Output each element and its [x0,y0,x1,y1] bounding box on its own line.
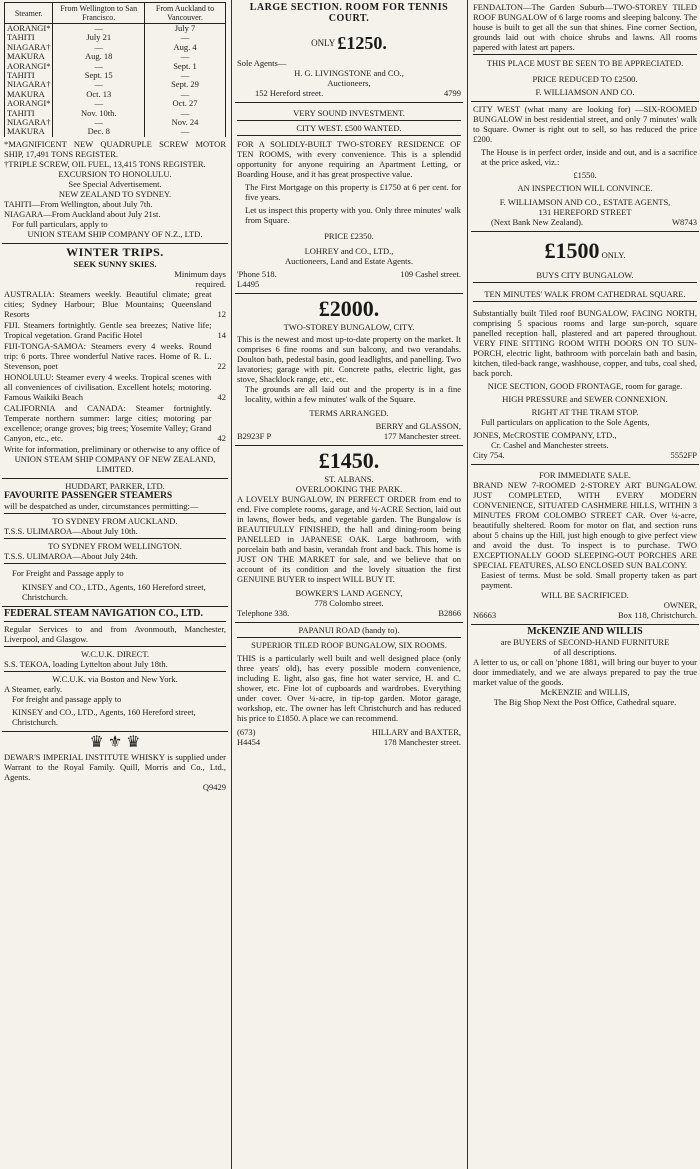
tekoa-text: S.S. TEKOA, loading Lyttelton about July 18th. [4,658,168,669]
tram-text: RIGHT AT THE TRAM STOP. [531,407,639,417]
auctioneers: Auctioneers, [327,78,371,88]
list-item-text: AUSTRALIA: Steamers weekly. Beautiful climate; great cities; Sydney Harbour; Blue Mountains; Queensland Resorts [4,288,212,319]
sole-agents: Sole Agents— [237,58,287,68]
table-cell: Sept. 15 [53,71,145,80]
boston-heading: W.C.U.K. via Boston and New York. [52,673,178,684]
winter-title: WINTER TRIPS. [66,244,164,259]
divider [4,671,226,672]
list-item [4,372,226,402]
table-cell: NIAGARA† [5,43,53,52]
list-item-text: HONOLULU: Steamer every 4 weeks. Tropical scenes with all conveniences of civilisation. Excellent hotels; motoring. Famous Waikiki Beach [4,371,212,402]
only-label: ONLY. [601,250,626,260]
address: The Big Shop Next the Post Office, Cathedral square. [493,697,677,707]
table-cell: — [145,71,226,80]
agent-name: F. WILLIAMSON AND CO. [535,87,635,97]
agent-text: KINSEY and CO., LTD., Agents, 160 Hereford street, Christchurch. [22,581,206,602]
excursion-heading: EXCURSION TO HONOLULU. [58,168,172,179]
sacrifice-text: WILL BE SACRIFICED. [541,590,629,600]
ad-subheading: TEN MINUTES' WALK FROM CATHEDRAL SQUARE. [484,289,686,299]
ad-body: A LOVELY BUNGALOW, IN PERFECT ORDER from end to end. Five complete rooms, garage, and ¼-ACRE Section, laid out in lawns, flower beds, and vegetable garden. The Bungalow is BEAUTIFULLY FINISHED, the hall and dining-room being PANELLED in JAPANESE OAK. Large bathroom, with porcelain bath and basin, verandah front and back. This home is JUST ON THE MARKET for sale, and we believe that on account of its condition and the lovely situation the first GENUINE BUYER to inspect WILL BUY IT. [237,494,461,584]
table-cell: Oct. 27 [145,99,226,108]
price: PRICE £2350. [324,231,374,241]
federal-ad [2,607,228,732]
table-header-row [5,3,226,24]
list-item-text: CALIFORNIA and CANADA: Steamer fortnightly. Temperate northern summer: large cities; motoring par excellence; orange groves; big trees; Yosemite Valley; Grand Canyon, etc., etc. [4,402,212,443]
column-2 [235,0,463,1169]
list-item [4,289,226,319]
niagara-text: NIAGARA—From Auckland about July 21st. [4,208,161,219]
huddart-ad [2,479,228,607]
price: £1450. [318,448,380,473]
divider [237,135,461,136]
wcuk-heading: W.C.U.K. DIRECT. [81,648,149,659]
table-cell: — [53,43,145,52]
federal-title: FEDERAL STEAM NAVIGATION CO., LTD. [4,607,204,619]
ad-code: N6663 [473,610,497,620]
particulars-text: Full particulars on application to the Sole Agents, [481,417,650,427]
table-header: From Auckland to Vancouver. [145,3,226,24]
list-item-text: FIJI-TONGA-SAMOA: Steamers every 4 weeks. Round trip: 6 ports. Three wonderful Native races. Home of R. L. Stevenson, poet [4,340,212,371]
huddart-body: will be despatched as under, circumstances permitting:— [4,500,199,511]
address: Box 118, Christchurch. [617,610,697,620]
address: 177 Manchester street. [383,431,461,441]
ad-subheading: of all descriptions. [553,647,617,657]
ad-body: FENDALTON—The Garden Suburb—TWO-STOREY TILED ROOF BUNGALOW of 6 large rooms and sleeping balcony. The house is built to get all the sun that shines. Fine corner Section, grounds laid out with choice shrubs and lawns. All rooms papered with latest art papers. [473,2,697,52]
sailing-schedule-table [4,2,226,137]
table-cell: Sept. 29 [145,80,226,89]
bungalow-2000-ad [235,294,463,446]
list-item-days: 12 [217,308,226,319]
table-cell: MAKURA [5,52,53,61]
large-section-ad [235,0,463,103]
grounds-text: The grounds are all laid out and the property is in a fine locality, within a few minutes' walk of the Square. [245,384,461,404]
mortgage-text: The First Mortgage on this property is £1750 at 6 per cent. for five years. [245,182,461,202]
column-1 [2,0,228,1169]
divider [237,637,461,638]
table-row [5,127,226,136]
price: £1550. [573,170,597,180]
table-row [5,62,226,71]
ad-heading: FOR IMMEDIATE SALE. [539,470,631,480]
table-header: From Wellington to San Francisco. [53,3,145,24]
bungalow-1500-ad [471,232,699,465]
ad-subheading: SUPERIOR TILED ROOF BUNGALOW, SIX ROOMS. [251,640,447,650]
table-cell: Nov. 10th. [53,109,145,118]
divider [4,563,226,564]
papanui-ad [235,623,463,751]
agent-name: McKENZIE and WILLIS, [540,687,630,697]
list-item-text: FIJI. Steamers fortnightly. Gentle sea breezes; Native life; Tropical vegetation. Grand Pacific Hotel [4,319,212,340]
price: £2000. [318,296,380,321]
ad-subheading: are BUYERS of SECOND-HAND FURNITURE [500,637,670,647]
table-cell: TAHITI [5,71,53,80]
table-cell: MAKURA [5,90,53,99]
ad-body: BRAND NEW 7-ROOMED 2-STOREY ART BUNGALOW. JUST COMPLETED, WITH EVERY MODERN CONVENIENCE, SITUATED CASHMERE HILLS, WITHIN 3 MINUTES FROM COLOMBO STREET CAR. Over ¼-acre, beautifully sheltered. Room for motor on flat, and section runs about 5 chains up the Hill, just high enough to give perfect view and avoid the dust. To inspect is to purchase. TWO EXCEPTIONALLY GOOD SLEEPING-OUT PORCHES ARE SPECIAL FEATURES, ALSO ENCLOSED SUN BALCONY. [473,480,697,570]
list-item [4,320,226,340]
ad-heading: PAPANUI ROAD (handy to). [298,625,400,635]
phone: 'Phone 518. [237,269,277,279]
ad-heading: THIS PLACE MUST BE SEEN TO BE APPRECIATED. [486,58,684,68]
table-cell: July 21 [53,33,145,42]
divider [4,646,226,647]
fendalton-ad [471,0,699,102]
ad-heading: LARGE SECTION. ROOM FOR TENNIS COURT. [249,2,449,24]
table-cell: July 7 [145,24,226,34]
ad-heading: BUYS CITY BUNGALOW. [536,270,634,280]
winter-subtitle: SEEK SUNNY SKIES. [73,258,157,269]
nz-sydney-heading: NEW ZEALAND TO SYDNEY. [58,188,172,199]
route-heading: TO SYDNEY FROM WELLINGTON. [48,540,182,551]
table-header: Steamer. [5,3,53,24]
schedule-note: †TRIPLE SCREW, OIL FUEL, 13,415 TONS REGISTER. [4,158,206,169]
winter-list [4,289,226,443]
write-text: Write for information, preliminary or otherwise to any office of [4,443,220,454]
price: £1500 [544,238,600,263]
table-row [5,24,226,34]
tahiti-text: TAHITI—From Wellington, about July 7th. [4,198,153,209]
table-cell: AORANGI* [5,99,53,108]
address-note: (Next Bank New Zealand). [491,217,584,227]
ad-code: H4454 [237,737,261,747]
dewar-ad [2,732,228,796]
table-cell: Oct. 13 [53,90,145,99]
divider [4,621,226,622]
table-cell: Aug. 18 [53,52,145,61]
table-cell: — [145,127,226,136]
section-text: NICE SECTION, GOOD FRONTAGE, room for garage. [487,381,683,391]
divider [473,54,697,55]
ad-heading: VERY SOUND INVESTMENT. [293,108,405,118]
pressure-text: HIGH PRESSURE and SEWER CONNEXION. [502,394,668,404]
sound-investment-ad [235,103,463,294]
ad-code: W8743 [671,217,697,227]
list-item [4,403,226,443]
ad-code: B2866 [438,608,461,618]
agent-text: KINSEY and CO., LTD., Agents, 160 Hereford street, Christchurch. [12,706,196,727]
table-cell: — [53,99,145,108]
ad-code: (673) [237,727,256,737]
city-west-ad [471,102,699,232]
table-cell: Aug. 4 [145,43,226,52]
table-cell: Nov. 24 [145,118,226,127]
immediate-sale-ad [471,465,699,625]
ad-code: 4799 [444,88,461,98]
address: 131 HEREFORD STREET [538,207,632,217]
particulars-text: For full particulars, apply to [12,218,108,229]
house-text: The House is in perfect order, inside and out, and is a sacrifice at the price asked, viz.: [481,147,697,167]
see-text: See Special Advertisement. [68,178,162,189]
divider [237,120,461,121]
ad-heading: TWO-STOREY BUNGALOW, CITY. [283,322,415,332]
mckenzie-ad [471,625,699,711]
divider [4,538,226,539]
winter-trips-ad [2,244,228,479]
agent-name: HILLARY and BAXTER, [371,727,461,737]
steamer-text: A Steamer, early. [4,683,63,694]
table-cell: NIAGARA† [5,118,53,127]
ad-heading: OVERLOOKING THE PARK. [295,484,403,494]
ad-body: A letter to us, or call on 'phone 1881, will bring our buyer to your door immediately, and we are always prepared to pay the true market value of the goods. [473,657,697,687]
divider [473,301,697,302]
list-item-days: 42 [217,391,226,402]
list-item-days: 42 [217,432,226,443]
table-cell: TAHITI [5,33,53,42]
minimum-days-label: Minimum days required. [174,268,226,289]
ad-heading: McKENZIE AND WILLIS [527,626,643,637]
agent-name: H. G. LIVINGSTONE and CO., [294,68,404,78]
table-cell: AORANGI* [5,24,53,34]
terms-text: TERMS ARRANGED. [309,408,389,418]
schedule-note: *MAGNIFICENT NEW QUADRUPLE SCREW MOTOR SHIP, 17,491 TONS REGISTER. [4,138,226,159]
freight-text: For freight and passage apply to [12,693,122,704]
table-cell: — [53,118,145,127]
table-cell: — [53,80,145,89]
huddart-lead: FAVOURITE PASSENGER STEAMERS [4,490,173,501]
ad-body: THIS is a particularly well built and well designed place (only three years' old), has every possible modern convenience, including E. light, also gas, fine hot water service, H. and C. shower, etc. Fine lot of cupboards and wardrobes. Everything under cover. Over ¼-acre, in tip-top garden. Motor garage, workshop, etc. The owner has left Christchurch and has reduced his price to £1850. A place we can recommend. [237,653,461,723]
table-cell: MAKURA [5,127,53,136]
federal-body: Regular Services to and from Avonmouth, Manchester, Liverpool, and Glasgow. [4,623,226,644]
schedule-body [5,24,226,137]
ad-code: L4495 [237,279,260,289]
ad-body: CITY WEST (what many are looking for) —SIX-ROOMED BUNGALOW in best residential street, and only 7 minutes' walk to Square. Owner is right out to sell, so has reduced the price £200. [473,104,697,144]
table-cell: Dec. 8 [53,127,145,136]
dewar-text: DEWAR'S IMPERIAL INSTITUTE WHISKY is supplied under Warrant to the Royal Family. Quill, Morris and Co., Ltd., Agents. [4,751,226,782]
bungalow-1450-ad [235,446,463,623]
column-3 [471,0,699,1169]
address: 109 Cashel street. [400,269,461,279]
table-cell: Sept. 1 [145,62,226,71]
divider [4,513,226,514]
ad-body: This is the newest and most up-to-date property on the market. It comprises 6 fine rooms and sun balcony, and two verandahs. Doulton bath, pedestal basin, good leadlights, and panelling. Two lavatories; garage with pit. Concrete paths, electric light, gas stove, Shacklock range, etc., etc. [237,334,461,384]
ad-subheading: CITY WEST. £500 WANTED. [296,123,402,133]
table-cell: AORANGI* [5,62,53,71]
divider [473,282,697,283]
crest-icon: ♛ ⚜ ♛ [89,733,141,751]
ad-code: Q9429 [202,781,226,792]
inspect-text: Let us inspect this property with you. Only three minutes' walk from Square. [245,205,461,225]
table-cell: — [145,52,226,61]
table-cell: — [145,90,226,99]
terms-text: Easiest of terms. Must be sold. Small property taken as part payment. [481,570,697,590]
agent-name: JONES, McCROSTIE COMPANY, LTD., [473,430,617,440]
agent-name: BOWKER'S LAND AGENCY, [295,588,403,598]
union-schedule-ad [2,0,228,244]
price: PRICE REDUCED TO £2500. [532,74,638,84]
phone: City 754. [473,450,505,460]
column-rule [467,0,468,1169]
table-cell: — [145,33,226,42]
ad-body: Substantially built Tiled roof BUNGALOW, FACING NORTH, comprising 5 spacious rooms and large sun-porch, square panelled reception hall, plastered and art papered throughout. VERY FINE SITTING ROOM WITH DOORS ON TO SUN-PORCH, electric light, bathroom with porcelain bath and basin, kitchen, tiled-back range, washhouse, copper, and tubs, coal shed, back porch. [473,308,697,378]
table-cell: NIAGARA† [5,80,53,89]
huddart-title: HUDDART, PARKER, LTD. [65,480,165,491]
list-item [4,341,226,371]
location-label: ST. ALBANS. [324,474,374,484]
phone: Telephone 338. [237,608,290,618]
address: 152 Hereford street. [255,88,324,98]
address: Cr. Cashel and Manchester streets. [491,440,609,450]
address: 778 Colombo street. [314,598,384,608]
price: £1250. [337,33,387,53]
agent-name: BERRY and GLASSON, [375,421,461,431]
list-item-days: 14 [217,329,226,340]
agent-name: LOHREY and CO., LTD., [304,246,394,256]
owner-label: OWNER, [663,600,697,610]
column-rule [231,0,232,1169]
list-item-days: 22 [217,360,226,371]
route-text: T.S.S. ULIMAROA—About July 24th. [4,550,138,561]
table-cell: — [53,62,145,71]
freight-text: For Freight and Passage apply to [12,567,124,578]
only-label: ONLY [311,38,336,48]
ad-code: B2923F P [237,431,272,441]
ad-code: 5552FP [670,450,697,460]
agent-subtitle: Auctioneers, Land and Estate Agents. [285,256,413,266]
address: 178 Manchester street. [383,737,461,747]
table-cell: TAHITI [5,109,53,118]
ad-heading: AN INSPECTION WILL CONVINCE. [517,183,653,193]
table-cell: — [145,109,226,118]
table-cell: — [53,24,145,34]
route-heading: TO SYDNEY FROM AUCKLAND. [52,515,178,526]
company-name: UNION STEAM SHIP COMPANY OF N.Z., LTD. [27,228,203,239]
agent-name: F. WILLIAMSON AND CO., ESTATE AGENTS, [499,197,671,207]
route-text: T.S.S. ULIMAROA—About July 10th. [4,525,138,536]
company-name: UNION STEAM SHIP COMPANY OF NEW ZEALAND, LIMITED. [14,453,216,474]
ad-body: FOR A SOLIDLY-BUILT TWO-STOREY RESIDENCE OF TEN ROOMS, with every convenience. This is a splendid opportunity for anyone requiring an Apartment Letting, or Boarding House, and it has great prospective value. [237,139,461,179]
